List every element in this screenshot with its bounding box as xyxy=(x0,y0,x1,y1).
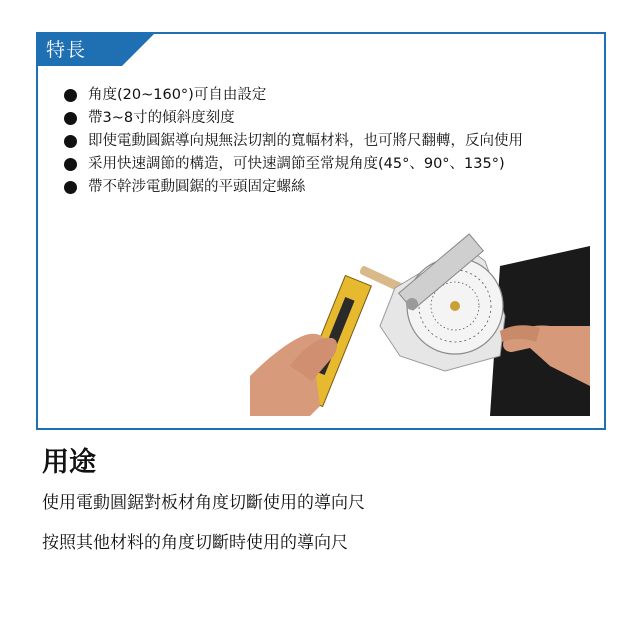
usage-line: 使用電動圓鋸對板材角度切斷使用的導向尺 xyxy=(42,493,365,513)
bullet-icon xyxy=(64,135,77,148)
features-title: 特長 xyxy=(46,39,87,61)
bullet-icon xyxy=(64,158,77,171)
usage-title: 用途 xyxy=(42,447,96,478)
list-item: 帶不幹涉電動圓鋸的平頭固定螺絲 xyxy=(64,176,523,199)
bullet-icon xyxy=(64,112,77,125)
list-item: 角度(20~160°)可自由設定 xyxy=(64,84,523,107)
list-item: 采用快速調節的構造，可快速調節至常規角度(45°、90°、135°) xyxy=(64,153,523,176)
features-tab xyxy=(36,32,156,66)
list-item: 帶3~8寸的傾斜度刻度 xyxy=(64,107,523,130)
product-photo xyxy=(250,206,590,416)
features-panel xyxy=(36,32,606,430)
usage-line: 按照其他材料的角度切斷時使用的導向尺 xyxy=(42,533,348,553)
bullet-icon xyxy=(64,181,77,194)
bullet-icon xyxy=(64,89,77,102)
list-item: 即使電動圓鋸導向規無法切割的寬幅材料，也可將尺翻轉，反向使用 xyxy=(64,130,523,153)
features-list xyxy=(64,84,523,199)
